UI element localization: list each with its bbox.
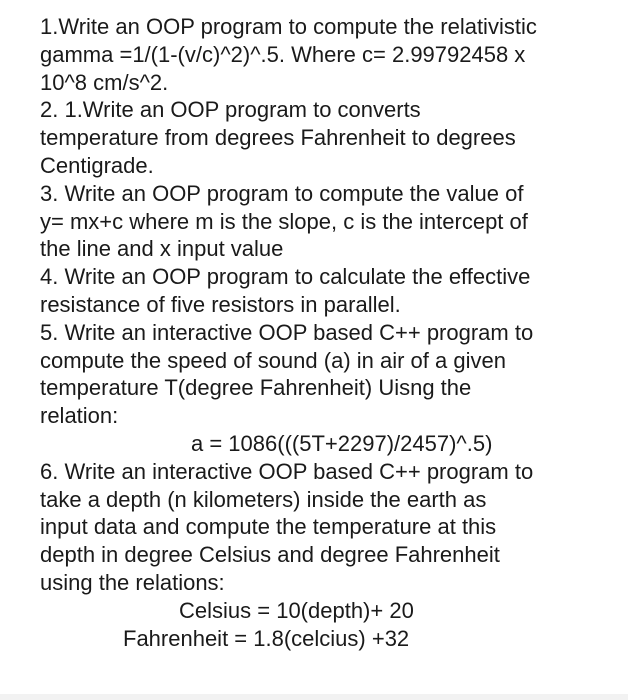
- problem-1-line-3: 10^8 cm/s^2.: [40, 69, 169, 95]
- problem-1-line-2: gamma =1/(1-(v/c)^2)^.5. Where c= 2.99792458 x: [40, 41, 526, 67]
- problem-5-line-2: compute the speed of sound (a) in air of a given: [40, 347, 506, 373]
- problem-2-line-1: 2. 1.Write an OOP program to converts: [40, 97, 421, 123]
- problem-6-line-1: 6. Write an interactive OOP based C++ program to: [40, 458, 534, 484]
- celsius-formula: Celsius = 10(depth)+ 20: [179, 597, 414, 623]
- problem-3-line-2: y= mx+c where m is the slope, c is the intercept of: [40, 208, 528, 234]
- problem-6-line-4: depth in degree Celsius and degree Fahrenheit: [40, 542, 500, 568]
- problem-6-line-3: input data and compute the temperature at this: [40, 514, 497, 540]
- problem-5-line-1: 5. Write an interactive OOP based C++ program to: [40, 319, 534, 345]
- problem-4-line-2: resistance of five resistors in parallel.: [40, 291, 401, 317]
- problem-list: [40, 13, 600, 652]
- problem-4-line-1: 4. Write an OOP program to calculate the effective: [40, 264, 531, 290]
- page-bottom-edge: [0, 694, 628, 700]
- speed-of-sound-formula: a = 1086(((5T+2297)/2457)^.5): [191, 430, 493, 456]
- problem-6-line-2: take a depth (n kilometers) inside the earth as: [40, 486, 487, 512]
- fahrenheit-formula: Fahrenheit = 1.8(celcius) +32: [123, 625, 410, 651]
- problem-2-line-2: temperature from degrees Fahrenheit to degrees: [40, 125, 516, 151]
- problem-6-line-5: using the relations:: [40, 569, 225, 595]
- problem-5-line-3: temperature T(degree Fahrenheit) Uisng the: [40, 375, 472, 401]
- problem-1-line-1: 1.Write an OOP program to compute the relativistic: [40, 14, 537, 39]
- problem-3-line-3: the line and x input value: [40, 236, 284, 262]
- problem-2-line-3: Centigrade.: [40, 152, 154, 178]
- problem-3-line-1: 3. Write an OOP program to compute the value of: [40, 180, 524, 206]
- problem-5-line-4: relation:: [40, 403, 119, 429]
